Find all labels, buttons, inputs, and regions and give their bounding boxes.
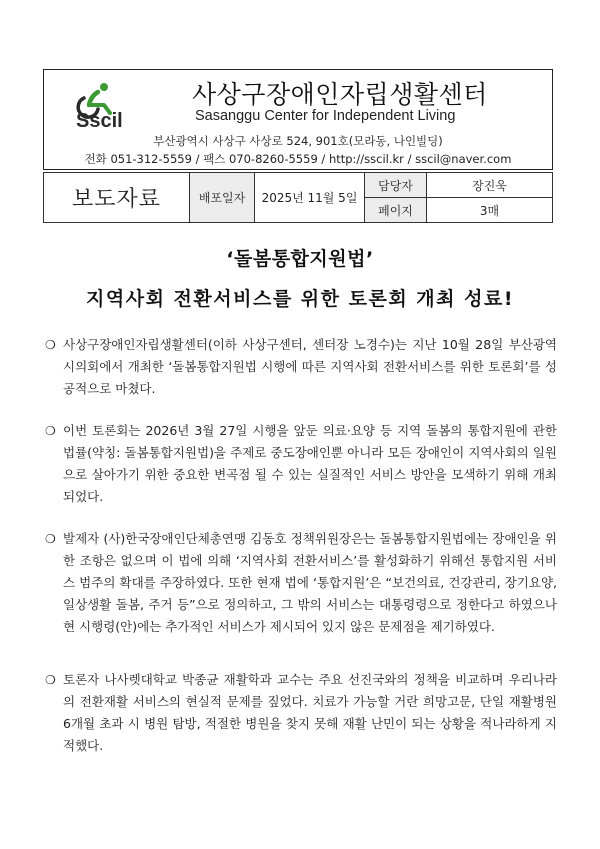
org-name-english: Sasanggu Center for Independent Living	[195, 108, 456, 124]
press-release-label: 보도자료	[44, 173, 190, 223]
paragraph-text: 이번 토론회는 2026년 3월 27일 시행을 앞둔 의료·요양 등 지역 돌봄의 통합지원에 관한 법률(약칭: 돌봄통합지원법)을 주제로 중도장애인뿐 아니라 모든 장애인이 지역사회의 일원으로 살아가기 위한 중요한 변곡점 될 수 있는 실질적인 서비스 방안을 모색하기 위해 개최되었다.	[63, 423, 557, 504]
date-label: 배포일자	[190, 173, 255, 223]
org-address: 부산광역시 사상구 사상로 524, 901호(모라동, 나인빌딩)	[153, 134, 443, 148]
pages-value: 3매	[427, 198, 553, 223]
paragraph-3	[45, 528, 557, 638]
sscil-logo-icon	[58, 78, 126, 128]
paragraph-text: 발제자 (사)한국장애인단체총연맹 김동호 정책위원장은는 돌봄통합지원법에는 장애인을 위한 조항은 없으며 이 법에 의해 ‘지역사회 전환서비스’를 활성화하기 위해선 통합지원 서비스 범주의 확대를 주장하였다. 또한 현재 법에 ‘통합지원’은 “보건의료, 건강관리, 장기요양, 일상생활 돌봄, 주거 등”으로 정의하고, 그 밖의 서비스는 대통령령으로 정한다고 하였으나 현 시행령(안)에는 추가적인 서비스가 제시되어 있지 않은 문제점을 제기하였다.	[63, 531, 557, 634]
paragraph-2	[45, 420, 557, 508]
bullet-icon: ❍	[45, 673, 56, 687]
paragraph-4	[45, 669, 557, 757]
svg-text:Sscil: Sscil	[76, 110, 123, 128]
headline-line-1: ‘돌봄통합지원법’	[226, 248, 374, 270]
bullet-icon: ❍	[45, 424, 56, 438]
org-contact: 전화 051-312-5559 / 팩스 070-8260-5559 / http://sscil.kr / sscil@naver.com	[84, 152, 512, 166]
org-name: 사상구장애인자립생활센터	[192, 80, 488, 109]
paragraph-1	[45, 334, 557, 400]
paragraph-text: 사상구장애인자립생활센터(이하 사상구센터, 센터장 노경수)는 지난 10월 28일 부산광역시의회에서 개최한 ‘돌봄통합지원법 시행에 따른 지역사회 전환서비스를 위한 토론회’를 성공적으로 마쳤다.	[63, 337, 557, 396]
manager-value: 장진욱	[427, 173, 553, 198]
date-value: 2025년 11월 5일	[255, 173, 365, 223]
manager-label: 담당자	[365, 173, 427, 198]
paragraph-text: 토론자 나사렛대학교 박종균 재활학과 교수는 주요 선진국와의 정책을 비교하며 우리나라의 전환재활 서비스의 현실적 문제를 짚었다. 치료가 가능할 거란 희망고문, 단일 재활병원 6개월 초과 시 병원 탐방, 적절한 병원을 찾지 못해 재활 난민이 되는 상황을 적나라하게 지적했다.	[63, 672, 557, 753]
letterhead	[43, 69, 553, 170]
pages-label: 페이지	[365, 198, 427, 223]
bullet-icon: ❍	[45, 338, 56, 352]
headline-line-2: 지역사회 전환서비스를 위한 토론회 개최 성료!	[86, 288, 514, 310]
bullet-icon: ❍	[45, 532, 56, 546]
press-info-table	[43, 172, 553, 223]
